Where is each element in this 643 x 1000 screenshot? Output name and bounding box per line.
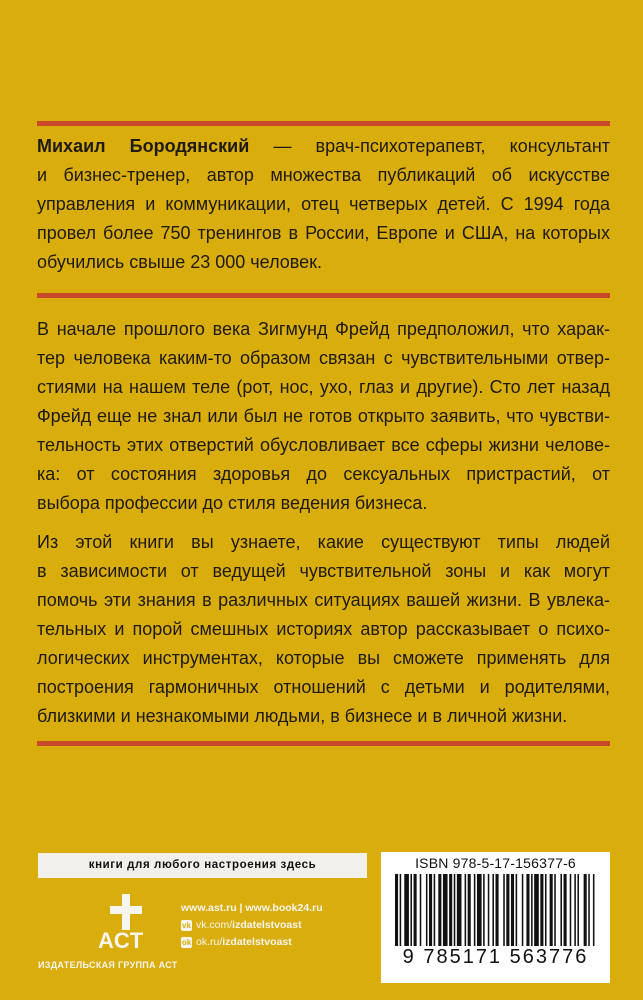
slogan-bar: книги для любого настроения здесь [38, 853, 367, 878]
author-bio-line: и бизнес-тренер, автор множества публикаций об искусстве [37, 165, 610, 185]
paragraph-line: тельных и порой смешных историях автор рассказывает о психо- [37, 619, 610, 639]
paragraph-line: В начале прошлого века Зигмунд Фрейд предположил, что харак- [37, 319, 610, 339]
author-name: Михаил Бородянский [37, 136, 250, 156]
logo-text: ACT [98, 928, 144, 953]
barcode-digits: 9 785171 563776 [402, 946, 589, 968]
paragraph-line: в зависимости от ведущей чувствительной зоны и как могут [37, 561, 610, 581]
vk-icon: vk [182, 921, 191, 930]
paragraph-line: Из этой книги вы узнаете, какие существуют типы людей [37, 532, 610, 552]
ok-link[interactable] [181, 934, 323, 951]
paragraph-line: логических инструментах, которые вы сможете применять для [37, 648, 610, 668]
paragraph-line: тер человека каким-то образом связан с чувствительными отвер- [37, 348, 610, 368]
social-handle: izdatelstvoast [232, 919, 302, 931]
ok-icon: ok [181, 938, 192, 947]
author-bio-line: обучились свыше 23 000 человек. [37, 252, 323, 272]
publisher-links [181, 900, 323, 951]
publisher-group-label: ИЗДАТЕЛЬСКАЯ ГРУППА АСТ [38, 960, 178, 970]
paragraph-line: помочь эти знания в различных ситуациях вашей жизни. В увлека- [37, 590, 610, 610]
social-handle: izdatelstvoast [222, 936, 292, 948]
social-domain: ok.ru/ [196, 936, 223, 948]
bottom-divider [37, 741, 610, 746]
author-bio-line: управления и коммуникации, отец четверых детей. С 1994 года [37, 194, 610, 214]
top-divider [37, 121, 610, 126]
paragraph-line: построения гармоничных отношений с детьми и родителями, [37, 677, 610, 697]
sites-link[interactable]: www.ast.ru | www.book24.ru [181, 902, 323, 914]
social-domain: vk.com/ [196, 919, 233, 931]
paragraph-line: тельность этих отверстий обусловливает все сферы жизни челове- [37, 435, 610, 455]
barcode-icon [395, 874, 596, 946]
author-bio-line: провел более 750 тренингов в России, Европе и США, на которых [37, 223, 610, 243]
ast-logo-icon [92, 890, 156, 954]
description-paragraph-2 [37, 528, 610, 731]
vk-link[interactable] [181, 917, 323, 934]
middle-divider [37, 293, 610, 298]
barcode-panel [381, 852, 610, 983]
paragraph-line: стиями на нашем теле (рот, нос, ухо, глаз и другие). Сто лет назад [37, 377, 610, 397]
author-bio [37, 132, 610, 277]
paragraph-line: выбора профессии до стиля ведения бизнеса. [37, 493, 428, 513]
description-paragraph-1 [37, 315, 610, 518]
isbn-label: ISBN 978-5-17-156377-6 [415, 855, 576, 871]
author-bio-line: — врач-психотерапевт, консультант [273, 136, 611, 156]
paragraph-line: ка: от состояния здоровья до сексуальных пристрастий, от [37, 464, 610, 484]
paragraph-line: Фрейд еще не знал или был не готов открыто заявить, что чувстви- [37, 406, 610, 426]
paragraph-line: близкими и незнакомыми людьми, в бизнесе и в личной жизни. [37, 706, 568, 726]
